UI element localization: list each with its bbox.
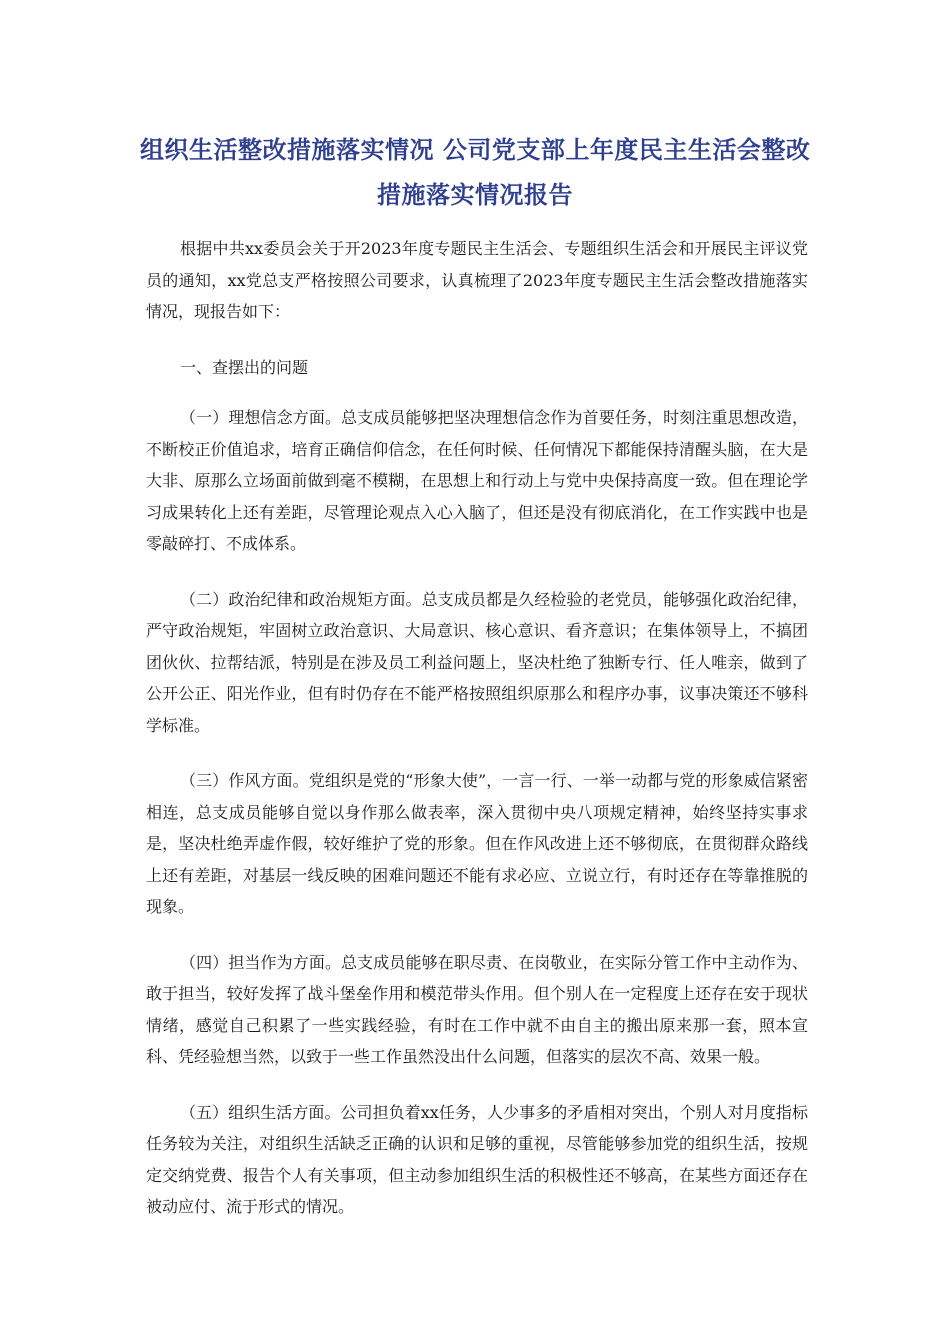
- intro-paragraph: 根据中共xx委员会关于开2023年度专题民主生活会、专题组织生活会和开展民主评议党员的通知，xx党总支严格按照公司要求，认真梳理了2023年度专题民主生活会整改措施落实情况，现报告如下：: [146, 239, 808, 321]
- paragraph-organization: （五）组织生活方面。公司担负着xx任务，人少事多的矛盾相对突出，个别人对月度指标任务较为关注，对组织生活缺乏正确的认识和足够的重视，尽管能够参加党的组织生活，按规定交纳党费、报告个人有关事项，但主动参加组织生活的积极性还不够高，在某些方面还存在被动应付、流于形式的情况。: [146, 1102, 808, 1216]
- paragraph-style: （三）作风方面。党组织是党的“形象大使”，一言一行、一举一动都与党的形象威信紧密相连，总支成员能够自觉以身作那么做表率，深入贯彻中央八项规定精神，始终坚持实事求是，坚决杜绝弄虚作假，较好维护了党的形象。但在作风改进上还不够彻底，在贯彻群众路线上还有差距，对基层一线反映的困难问题还不能有求必应、立说立行，有时还存在等靠推脱的现象。: [146, 771, 808, 916]
- title-line-1: 组织生活整改措施落实情况 公司党支部上年度民主生活会整改: [140, 136, 811, 164]
- document-title: [140, 128, 810, 218]
- paragraph-discipline: （二）政治纪律和政治规矩方面。总支成员都是久经检验的老党员，能够强化政治纪律，严守政治规矩，牢固树立政治意识、大局意识、核心意识、看齐意识；在集体领导上，不搞团团伙伙、拉帮结派，特别是在涉及员工利益问题上，坚决杜绝了独断专行、任人唯亲，做到了公开公正、阳光作业，但有时仍存在不能严格按照组织原那么和程序办事，议事决策还不够科学标准。: [146, 589, 808, 735]
- section-heading: 一、查摆出的问题: [180, 357, 309, 377]
- paragraph-ideals: （一）理想信念方面。总支成员能够把坚决理想信念作为首要任务，时刻注重思想改造，不断校正价值追求，培育正确信仰信念，在任何时候、任何情况下都能保持清醒头脑，在大是大非、原那么立场面前做到毫不模糊，在思想上和行动上与党中央保持高度一致。但在理论学习成果转化上还有差距，尽管理论观点入心入脑了，但还是没有彻底消化，在工作实践中也是零敲碎打、不成体系。: [146, 408, 808, 553]
- document-body: [146, 233, 808, 1247]
- paragraph-responsibility: （四）担当作为方面。总支成员能够在职尽责、在岗敬业，在实际分管工作中主动作为、敢于担当，较好发挥了战斗堡垒作用和模范带头作用。但个别人在一定程度上还存在安于现状情绪，感觉自己积累了一些实践经验，有时在工作中就不由自主的搬出原来那一套，照本宣科、凭经验想当然，以致于一些工作虽然没出什么问题，但落实的层次不高、效果一般。: [146, 952, 808, 1066]
- title-line-2: 措施落实情况报告: [377, 181, 573, 209]
